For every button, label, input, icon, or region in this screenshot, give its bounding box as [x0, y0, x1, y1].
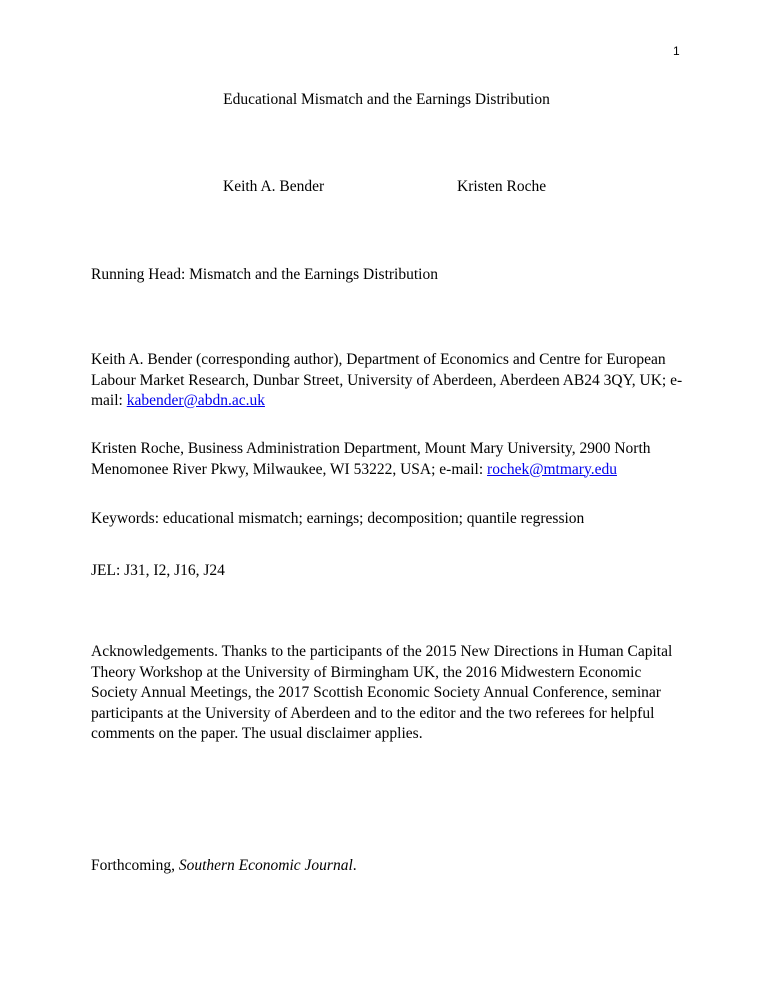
keywords: Keywords: educational mismatch; earnings; decomposition; quantile regression	[91, 510, 585, 527]
author-name: Kristen Roche	[457, 178, 547, 195]
journal-name: Southern Economic Journal	[178, 857, 353, 874]
jel-codes: JEL: J31, I2, J16, J24	[91, 562, 225, 579]
affiliation-text: Kristen Roche, Business Administration Department, Mount Mary University, 2900 North Menomonee River Pkwy, Milwaukee, WI 53222, USA; e-mail:	[91, 440, 651, 478]
affiliation-roche	[91, 439, 691, 480]
forthcoming-suffix: .	[352, 857, 357, 874]
author-name: Keith A. Bender	[223, 178, 325, 195]
forthcoming-prefix: Forthcoming,	[91, 857, 179, 874]
paper-title: Educational Mismatch and the Earnings Distribution	[223, 91, 550, 108]
forthcoming-note	[91, 856, 691, 877]
running-head: Running Head: Mismatch and the Earnings Distribution	[91, 266, 438, 283]
acknowledgements: Acknowledgements. Thanks to the participants of the 2015 New Directions in Human Capital Theory Workshop at the University of Birmingham UK, the 2016 Midwestern Economic Society Annual Meetings, the 2017 Scottish Economic Society Annual Conference, seminar participants at the University of Aberdeen and to the editor and the two referees for helpful comments on the paper. The usual disclaimer applies.	[91, 643, 673, 742]
page-number: 1	[673, 44, 680, 58]
affiliation-bender	[91, 350, 691, 412]
affiliation-text: Keith A. Bender (corresponding author), Department of Economics and Centre for European Labour Market Research, Dunbar Street, University of Aberdeen, Aberdeen AB24 3QY, UK; e-mail:	[91, 351, 683, 409]
email-link-roche[interactable]: rochek@mtmary.edu	[487, 460, 617, 478]
email-link-bender[interactable]: kabender@abdn.ac.uk	[126, 392, 265, 409]
